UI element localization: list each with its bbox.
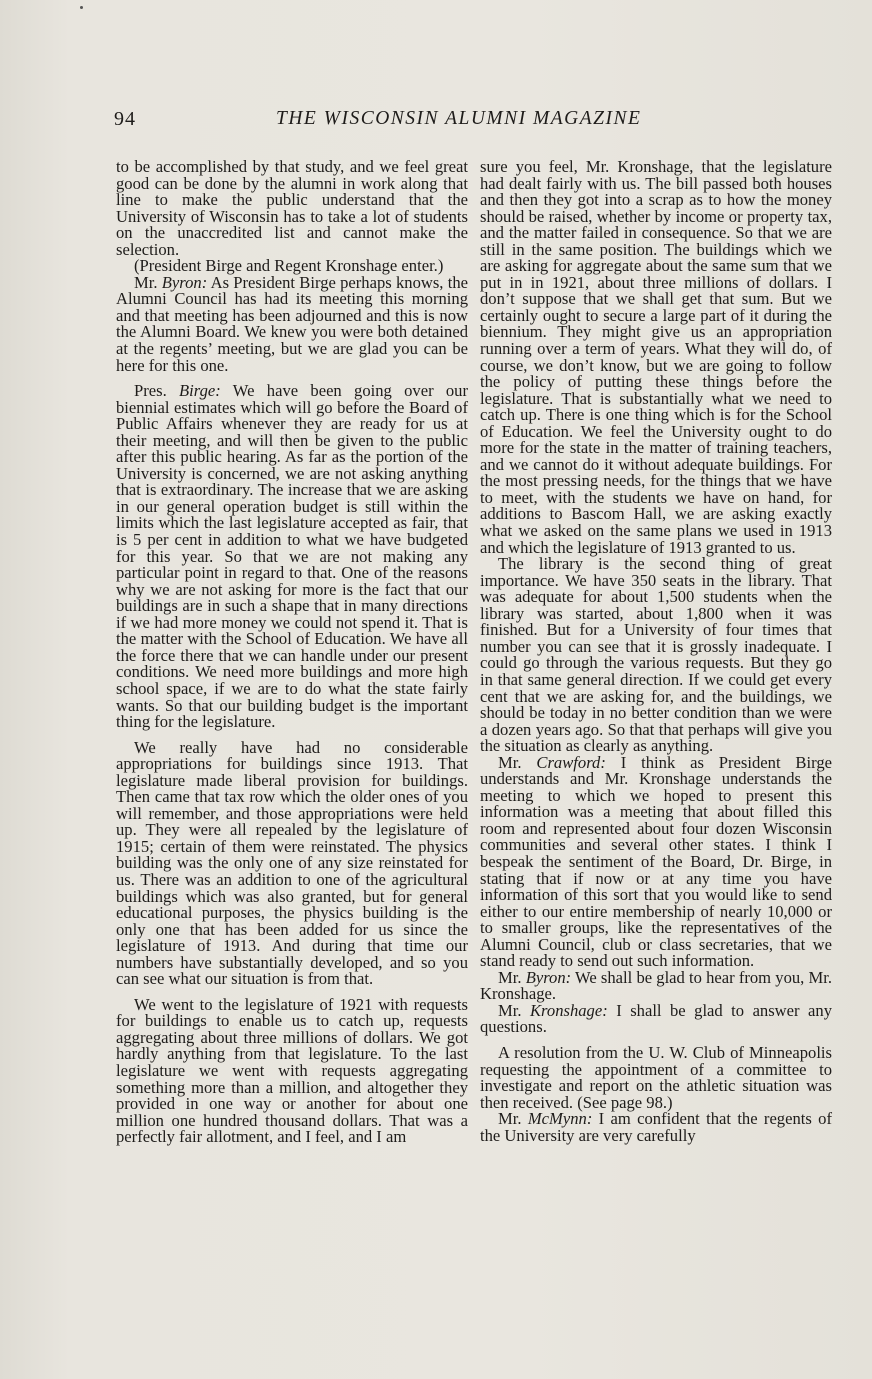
speaker-paragraph: Mr. McMynn: I am confident that the regents of the University are very carefully — [480, 1109, 832, 1145]
speaker-name: Byron: — [161, 272, 208, 292]
speaker-name: Kronshage: — [529, 1000, 608, 1020]
paragraph: The library is the second thing of great importance. We have 350 seats in the library. That was adequate for about 1,500 students when the library was started, about 1,800 when it was finished. But for a University of four times that number you can see that it is grossly inadequate. I could go through the various requests. But they go in that same general direction. If we could get every cent that we are asking for, and the buildings, we should be today in no better condition than we were a dozen years ago. So that that perhaps will give you the situation as clearly as anything. — [480, 554, 832, 756]
paragraph: to be accomplished by that study, and we feel great good can be done by the alumni in work along that line to make the public understand that the University of Wisconsin has to take a lot of students on the unaccredited list and cannot make the selection. — [116, 157, 468, 259]
speaker-name: Crawford: — [536, 752, 606, 772]
right-column — [480, 159, 832, 1144]
page-header — [114, 108, 854, 136]
speaker-paragraph: Pres. Birge: We have been going over our biennial estimates which will go before the Board of Public Affairs whenever they are ready for us at their meeting, and will then be given to the public after this public hearing. As far as the portion of the University is concerned, we are not asking anything that is extraordinary. The increase that we are asking in our general operation budget is still within the limits which the last legislature accepted as fair, that is 5 per cent in addition to what we have budgeted for this year. So that we are not making any particular point in regard to that. One of the reasons why we are not asking for more is the fact that our buildings are in such a shape that in many directions if we had more money we could not spend it. That is the matter with the School of Education. We have all the force there that we can handle under our present conditions. We need more buildings and more high school space, if we are to do what the state fairly wants. So that our building budget is the important thing for the legislature. — [116, 381, 469, 732]
left-column — [116, 159, 468, 1146]
speaker-paragraph: Mr. Byron: As President Birge perhaps knows, the Alumni Council has had its meeting this morning and that meeting has been adjourned and this is now the Alumni Board. We knew you were both detained at the regents’ meeting, but we are glad you can be here for this one. — [116, 272, 468, 375]
speaker-paragraph: Mr. Kronshage: I shall be glad to answer any questions. — [480, 1000, 832, 1037]
speaker-name: Byron: — [525, 967, 572, 987]
speaker-name: McMynn: — [527, 1109, 593, 1129]
print-speck — [80, 6, 83, 9]
speaker-paragraph: Mr. Crawford: I think as President Birge understands and Mr. Kronshage understands the meeting to which we hoped to present this information was a meeting that about filled this room and represented about four dozen Wisconsin communities and several other states. I think I bespeak the sentiment of the Board, Dr. Birge, in stating that if now or at any time you have information of this sort that you would like to send either to our entire membership of nearly 10,000 or to smaller groups, like the representatives of the Alumni Council, club or class secretaries, that we stand ready to send out such information. — [480, 752, 832, 971]
paragraph: We really have had no considerable appropriations for buildings since 1913. That legislature made liberal provision for buildings. Then came that tax row which the older ones of you will remember, and those appropriations were held up. They were all repealed by the legislature of 1915; certain of them were reinstated. The physics building was the only one of any size reinstated for us. There was an addition to one of the agricultural buildings which was also granted, but for general educational purposes, the physics building is the only one that has been added for us since the legislature of 1913. And during that time our numbers have substantially developed, and so you can see what our situation is from that. — [116, 737, 468, 989]
page-number: 94 — [114, 108, 136, 130]
speaker-paragraph: Mr. Byron: We shall be glad to hear from you, Mr. Kronshage. — [480, 967, 832, 1004]
paragraph: sure you feel, Mr. Kronshage, that the legislature had dealt fairly with us. The bill passed both houses and then they got into a scrap as to how the money should be raised, whether by income or property tax, and the matter failed in consequence. So that we are still in the same position. The buildings which we are asking for aggregate about the same sum that we put in in 1921, about three millions of dollars. I don’t suppose that we shall get that sum. But we certainly ought to secure a large part of it during the biennium. They might give us an appropriation running over a term of years. What they will do, of course, we don’t know, but we are going to follow the policy of putting these things before the legislature. That is substantially what we need to catch up. There is one thing which is for the School of Education. We feel the University ought to do more for the state in the matter of training teachers, and we cannot do it without adequate buildings. For the most pressing needs, for the things that we have to meet, with the students we have on hand, for additions to Bascom Hall, we are asking exactly what we asked on the same plans we used in 1913 and which the legislature of 1913 granted to us. — [480, 157, 832, 557]
running-title: THE WISCONSIN ALUMNI MAGAZINE — [276, 108, 642, 129]
speaker-name: Birge: — [179, 381, 221, 401]
stage-direction: (President Birge and Regent Kronshage enter.) — [134, 256, 444, 276]
paragraph: We went to the legislature of 1921 with requests for buildings to enable us to catch up, requests aggregating about three millions of dollars. We got hardly anything from that legislature. To the last legislature we went with requests aggregating something more than a million, and altogether they provided in one way or another for about one million one hundred thousand dollars. That was a perfectly fair allotment, and I feel, and I am — [116, 994, 468, 1147]
paragraph: A resolution from the U. W. Club of Minneapolis requesting the appointment of a committee to investigate and report on the athletic situation was then received. (See page 98.) — [480, 1042, 832, 1112]
